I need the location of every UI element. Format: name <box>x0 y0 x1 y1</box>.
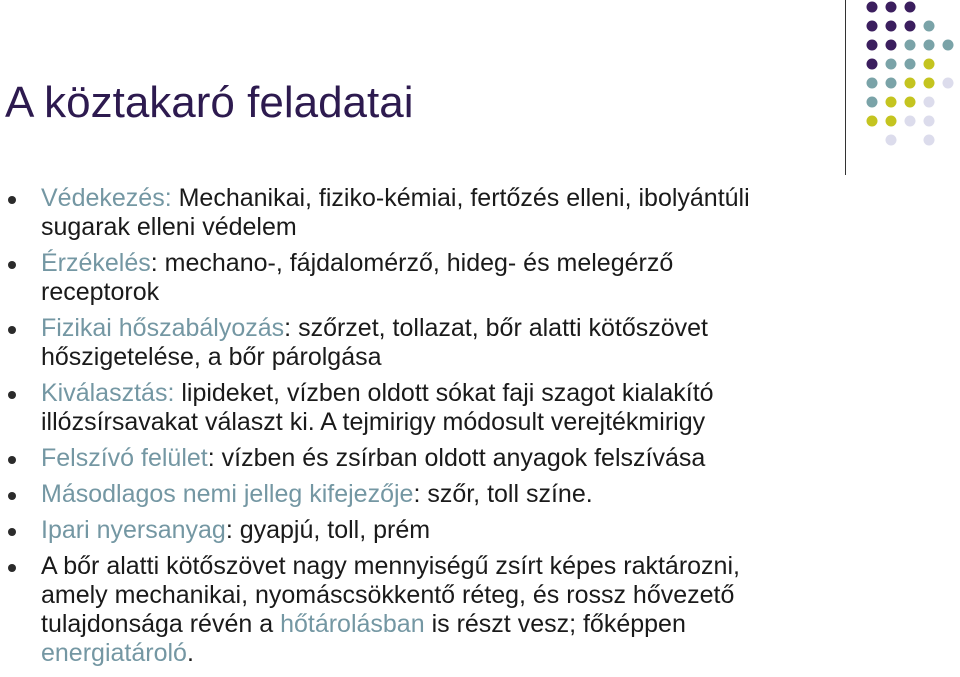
decor-dot <box>886 40 897 51</box>
list-item-masodlagos-nemi-jelleg <box>0 480 960 509</box>
highlight-term: Másodlagos nemi jelleg kifejezője <box>41 480 414 508</box>
decor-dot <box>924 21 935 32</box>
line: sugarak elleni védelem <box>41 213 297 241</box>
highlight-term: energiatároló <box>41 639 187 667</box>
line <box>41 444 960 473</box>
highlight-term: Fizikai hőszabályozás <box>41 314 285 342</box>
line <box>41 610 960 639</box>
line: illózsírsavakat választ ki. A tejmirigy módosult verejtékmirigy <box>41 408 706 436</box>
text: Mechanikai, fiziko-kémiai, fertőzés elleni, ibolyántúli <box>171 184 750 212</box>
decor-dot <box>924 135 935 146</box>
list-item-kivalasztas <box>0 379 960 437</box>
highlight-term: hőtárolásban <box>280 610 425 638</box>
decorative-dot-grid <box>866 0 960 150</box>
decor-dot <box>905 116 916 127</box>
decor-dot <box>867 21 878 32</box>
bullet-list <box>0 184 960 675</box>
decor-dot <box>867 97 878 108</box>
bullet-dot <box>8 528 16 536</box>
line <box>41 249 960 278</box>
decor-dot <box>905 40 916 51</box>
decor-dot <box>924 40 935 51</box>
decor-dot <box>905 97 916 108</box>
decor-dot <box>867 59 878 70</box>
list-item-felszivo-felulet <box>0 444 960 473</box>
highlight-term: Védekezés: <box>41 184 172 212</box>
bullet-dot <box>8 326 16 334</box>
decor-dot <box>886 59 897 70</box>
line <box>41 314 960 343</box>
decor-dot <box>886 21 897 32</box>
bullet-dot <box>8 456 16 464</box>
line <box>41 184 960 213</box>
text: tulajdonsága révén a <box>41 610 281 638</box>
decor-dot <box>886 97 897 108</box>
line <box>41 480 960 509</box>
line: hőszigetelése, a bőr párolgása <box>41 343 382 371</box>
decor-dot <box>924 97 935 108</box>
bullet-dot <box>8 391 16 399</box>
decor-dot <box>867 78 878 89</box>
highlight-term: Kiválasztás: <box>41 379 175 407</box>
decor-dot <box>886 78 897 89</box>
decor-dot <box>886 135 897 146</box>
text: . <box>186 639 194 667</box>
vertical-divider <box>845 0 846 175</box>
line: A bőr alatti kötőszövet nagy mennyiségű zsírt képes raktározni, <box>41 552 740 580</box>
decor-dot <box>924 59 935 70</box>
decor-dot <box>867 116 878 127</box>
line: amely mechanikai, nyomáscsökkentő réteg, és rossz hővezető <box>41 581 735 609</box>
line <box>41 639 960 668</box>
decor-dot <box>867 40 878 51</box>
text: : mechano-, fájdalomérző, hideg- és melegérző <box>150 249 674 277</box>
text: : gyapjú, toll, prém <box>225 516 431 544</box>
highlight-term: Ipari nyersanyag <box>41 516 226 544</box>
decor-dot <box>886 2 897 13</box>
line <box>41 379 960 408</box>
highlight-term: Érzékelés <box>41 249 151 277</box>
decor-dot <box>905 21 916 32</box>
bullet-dot <box>8 261 16 269</box>
bullet-dot <box>8 492 16 500</box>
decor-dot <box>924 78 935 89</box>
text: : vízben és zsírban oldott anyagok felszívása <box>207 444 706 472</box>
list-item-zsirraktarozas <box>0 552 960 668</box>
list-item-vedekezes <box>0 184 960 242</box>
decor-dot <box>867 2 878 13</box>
decor-dot <box>905 2 916 13</box>
text: lipideket, vízben oldott sókat faji szagot kialakító <box>174 379 714 407</box>
list-item-ipari-nyersanyag <box>0 516 960 545</box>
bullet-dot <box>8 564 16 572</box>
line: receptorok <box>41 278 160 306</box>
text: is részt vesz; főképpen <box>424 610 686 638</box>
list-item-hoszabalyozas <box>0 314 960 372</box>
decor-dot <box>943 40 954 51</box>
bullet-dot <box>8 196 16 204</box>
decor-dot <box>886 116 897 127</box>
list-item-erzekeles <box>0 249 960 307</box>
decor-dot <box>943 78 954 89</box>
highlight-term: Felszívó felület <box>41 444 208 472</box>
decor-dot <box>905 59 916 70</box>
page-title: A köztakaró feladatai <box>5 78 414 127</box>
text: : szőrzet, tollazat, bőr alatti kötőszövet <box>284 314 708 342</box>
text: : szőr, toll színe. <box>413 480 593 508</box>
decor-dot <box>905 78 916 89</box>
decor-dot <box>924 116 935 127</box>
line <box>41 516 960 545</box>
